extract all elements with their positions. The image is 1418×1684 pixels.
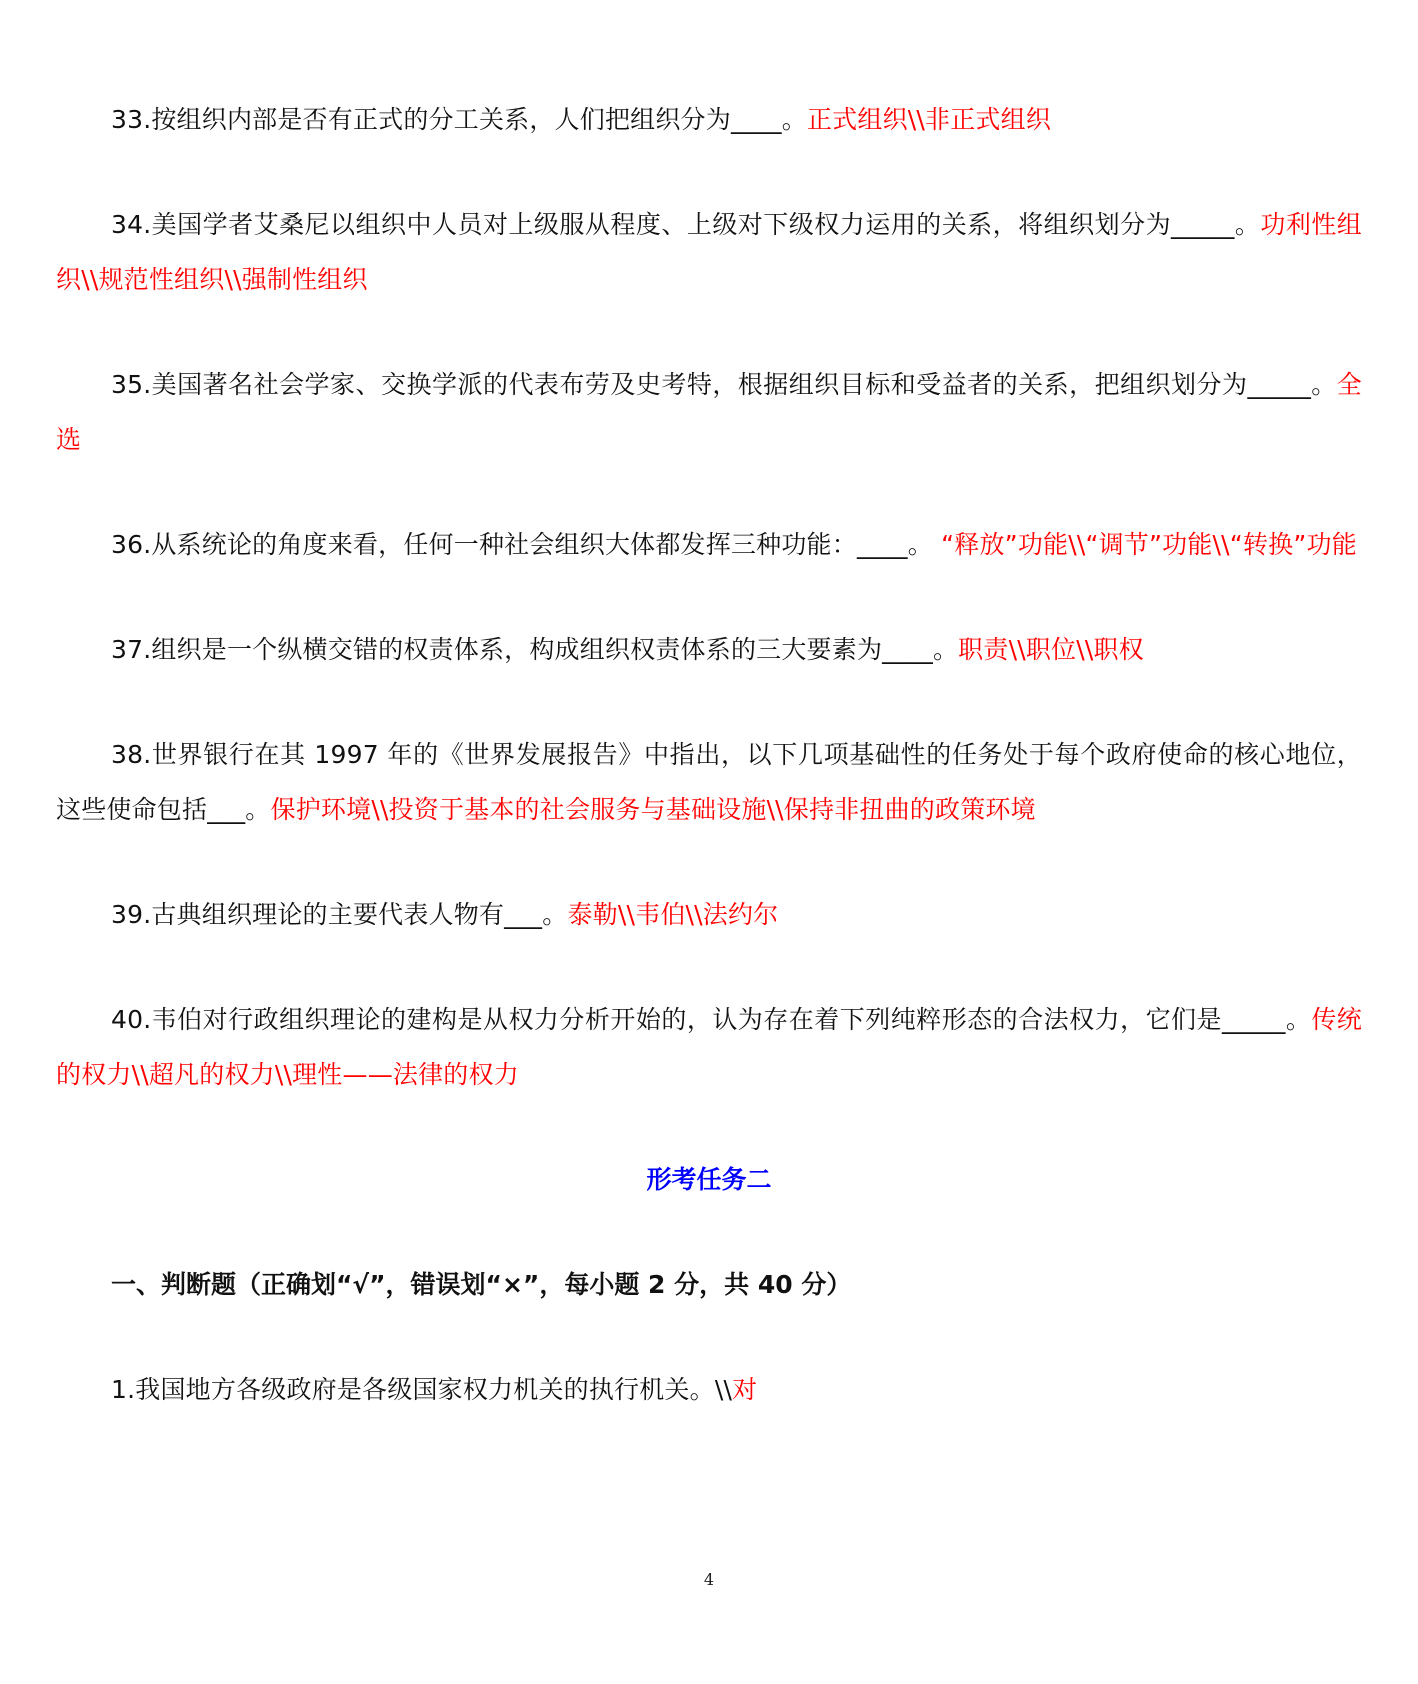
page-number: 4 (703, 1570, 715, 1589)
answer-text: 对 (732, 1375, 758, 1404)
question-33 (56, 92, 1362, 147)
question-text: 40.韦伯对行政组织理论的建构是从权力分析开始的，认为存在着下列纯粹形态的合法权力，它们是_____。 (111, 1005, 1312, 1034)
question-text: 38.世界银行在其 1997 年的《世界发展报告》中指出，以下几项基础性的任务处于每个政府使命的核心地位，这些使命包括___。 (56, 740, 1362, 824)
answer-text: 保护环境\\投资于基本的社会服务与基础设施\\保持非扭曲的政策环境 (270, 795, 1036, 824)
question-38 (56, 727, 1362, 837)
question-35 (56, 357, 1362, 467)
question-text: 39.古典组织理论的主要代表人物有___。 (111, 900, 568, 929)
answer-text: 传统的权力\\超凡的权力\\理性——法律的权力 (56, 1005, 1362, 1089)
section-title: 形考任务二 (646, 1165, 772, 1194)
answer-text: 泰勒\\韦伯\\法约尔 (567, 900, 779, 929)
question-text: 36.从系统论的角度来看，任何一种社会组织大体都发挥三种功能：____。 (111, 530, 942, 559)
question-text: 33.按组织内部是否有正式的分工关系，人们把组织分为____。 (111, 105, 807, 134)
question-37 (56, 622, 1362, 677)
question-text: 34.美国学者艾桑尼以组织中人员对上级服从程度、上级对下级权力运用的关系，将组织划分为_____。 (111, 210, 1261, 239)
question-34 (56, 197, 1362, 307)
answer-text: 职责\\职位\\职权 (958, 635, 1144, 664)
question-text: 37.组织是一个纵横交错的权责体系，构成组织权责体系的三大要素为____。 (111, 635, 959, 664)
answer-text: 正式组织\\非正式组织 (806, 105, 1052, 134)
question-39 (56, 887, 1362, 942)
answer-text: 全选 (56, 370, 1362, 454)
answer-text: 功利性组织\\规范性组织\\强制性组织 (56, 210, 1363, 294)
question-text: 1.我国地方各级政府是各级国家权力机关的执行机关。\\ (111, 1375, 733, 1404)
question-36 (56, 517, 1362, 572)
tf-question-1 (56, 1362, 1362, 1417)
question-40 (56, 992, 1362, 1102)
subheading: 一、判断题（正确划“√”，错误划“×”，每小题 2 分，共 40 分） (111, 1270, 852, 1299)
answer-text: “释放”功能\\“调节”功能\\“转换”功能 (941, 530, 1357, 559)
question-text: 35.美国著名社会学家、交换学派的代表布劳及史考特，根据组织目标和受益者的关系，把组织划分为_____。 (111, 370, 1337, 399)
page-content (56, 92, 1362, 1467)
